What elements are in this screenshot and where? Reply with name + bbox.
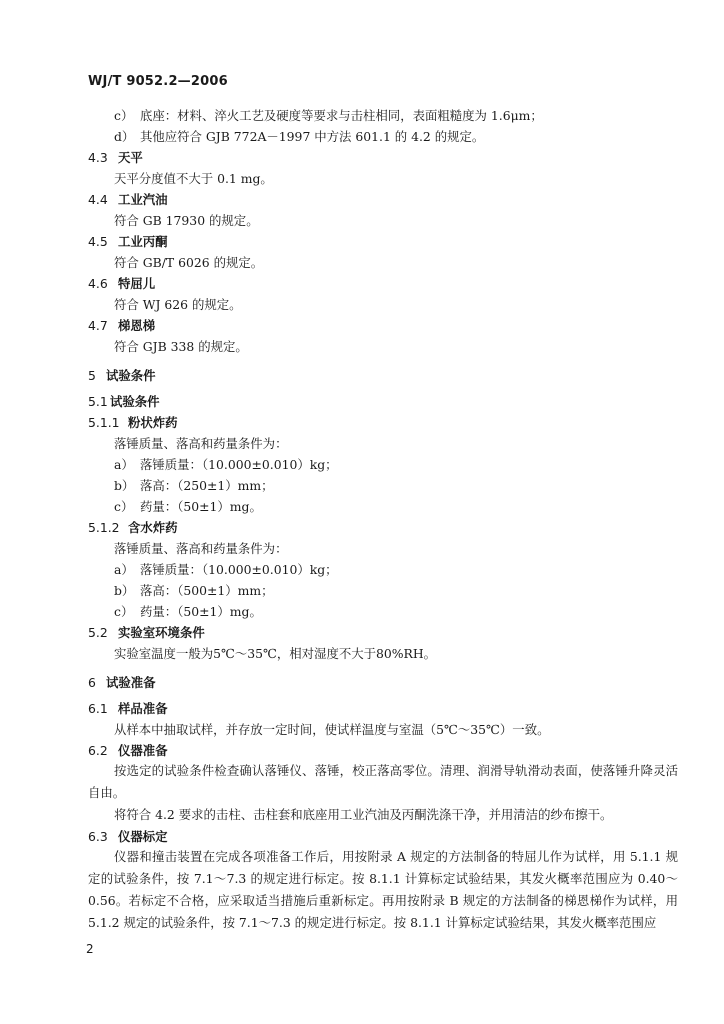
section-4-4-heading: 4.4 工业汽油 — [88, 192, 168, 207]
section-5-1-1-intro: 落锤质量、落高和药量条件为： — [114, 436, 288, 451]
section-5-1-2-heading: 5.1.2 含水炸药 — [88, 520, 178, 535]
section-4-5-heading: 4.5 工业丙酮 — [88, 234, 168, 249]
list-item: b） 落高：（500±1）mm； — [114, 583, 274, 598]
section-4-3-body: 天平分度值不大于 0.1 mg。 — [114, 171, 273, 186]
section-4-7-heading: 4.7 梯恩梯 — [88, 318, 156, 333]
section-6-heading: 6 试验准备 — [88, 675, 156, 690]
section-5-1-1-heading: 5.1.1 粉状炸药 — [88, 415, 178, 430]
section-6-2-paragraph-1: 按选定的试验条件检查确认落锤仪、落锤，校正落高零位。清理、润滑导轨滑动表面，使落锤升降灵活自由。 — [88, 763, 678, 800]
page-number: 2 — [86, 942, 94, 956]
list-item: a） 落锤质量：（10.000±0.010）kg； — [114, 562, 338, 577]
section-6-1-body: 从样本中抽取试样，并存放一定时间，使试样温度与室温（5℃～35℃）一致。 — [114, 722, 550, 737]
section-4-6-heading: 4.6 特屈儿 — [88, 276, 156, 291]
section-4-4-body: 符合 GB 17930 的规定。 — [114, 213, 259, 228]
section-5-2-body: 实验室温度一般为5℃～35℃，相对湿度不大于80%RH。 — [114, 646, 437, 661]
section-5-1-heading: 5.1 试验条件 — [88, 394, 160, 409]
section-5-1-2-intro: 落锤质量、落高和药量条件为： — [114, 541, 288, 556]
section-6-3-paragraph-1: 仪器和撞击装置在完成各项准备工作后，用按附录 A 规定的方法制备的特屈儿作为试样，用 5.1.1 规定的试验条件，按 7.1～7.3 的规定进行标定。按 8.1.1 计算标定试验结果，其发火概率范围应为 0.40～0.56。若标定不合格，应采取适当措施后重新标定。再用按附录 B 规定的方法制备的梯恩梯作为试样，用 5.1.2 规定的试验条件，按 7.1～7.3 的规定进行标定。按 8.1.1 计算标定试验结果，其发火概率范围应 — [88, 849, 678, 930]
section-4-5-body: 符合 GB/T 6026 的规定。 — [114, 255, 264, 270]
section-6-2-heading: 6.2 仪器准备 — [88, 743, 168, 758]
section-6-2-paragraph-2: 将符合 4.2 要求的击柱、击柱套和底座用工业汽油及丙酮洗涤干净，并用清洁的纱布擦干。 — [114, 807, 613, 822]
list-item-d: d） 其他应符合 GJB 772A－1997 中方法 601.1 的 4.2 的规定。 — [114, 129, 485, 144]
section-6-3-heading: 6.3 仪器标定 — [88, 829, 168, 844]
section-4-7-body: 符合 GJB 338 的规定。 — [114, 339, 248, 354]
section-5-heading: 5 试验条件 — [88, 368, 156, 383]
section-5-2-heading: 5.2 实验室环境条件 — [88, 625, 205, 640]
list-item: a） 落锤质量：（10.000±0.010）kg； — [114, 457, 338, 472]
section-4-3-heading: 4.3 天平 — [88, 150, 143, 165]
section-4-6-body: 符合 WJ 626 的规定。 — [114, 297, 242, 312]
list-item-c: c） 底座：材料、淬火工艺及硬度等要求与击柱相同，表面粗糙度为 1.6μm； — [114, 108, 543, 123]
list-item: b） 落高：（250±1）mm； — [114, 478, 274, 493]
list-item: c） 药量：（50±1）mg。 — [114, 499, 262, 514]
standard-code-header: WJ/T 9052.2—2006 — [88, 74, 228, 89]
section-6-1-heading: 6.1 样品准备 — [88, 701, 168, 716]
list-item: c） 药量：（50±1）mg。 — [114, 604, 262, 619]
